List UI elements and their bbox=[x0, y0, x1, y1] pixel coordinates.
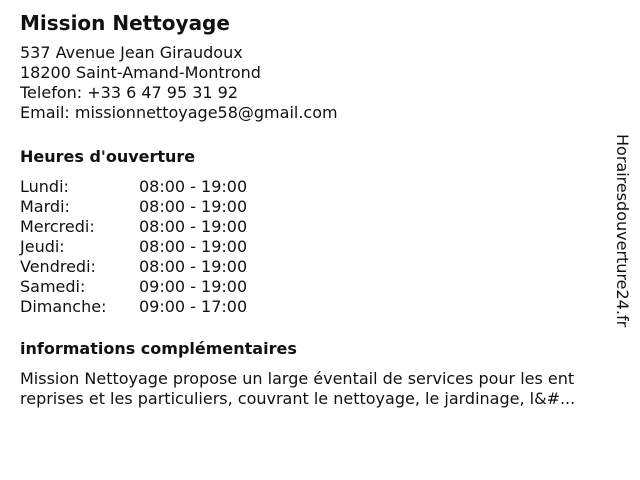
hours-day: Dimanche: bbox=[20, 297, 107, 316]
hours-day: Vendredi: bbox=[20, 257, 96, 276]
hours-time: 09:00 - 17:00 bbox=[139, 297, 248, 316]
hours-table bbox=[20, 177, 247, 317]
phone-line: Telefon: +33 6 47 95 31 92 bbox=[20, 83, 239, 102]
hours-time: 08:00 - 19:00 bbox=[139, 197, 248, 216]
hours-time: 08:00 - 19:00 bbox=[139, 237, 248, 256]
hours-row bbox=[20, 257, 247, 277]
hours-row bbox=[20, 217, 247, 237]
hours-time: 08:00 - 19:00 bbox=[139, 217, 248, 236]
hours-day: Mardi: bbox=[20, 197, 70, 216]
hours-title: Heures d'ouverture bbox=[20, 147, 196, 166]
email-line: Email: missionnettoyage58@gmail.com bbox=[20, 103, 338, 122]
hours-row bbox=[20, 177, 247, 197]
hours-day: Jeudi: bbox=[20, 237, 65, 256]
hours-day: Samedi: bbox=[20, 277, 86, 296]
hours-time: 08:00 - 19:00 bbox=[139, 257, 248, 276]
address-line-1: 537 Avenue Jean Giraudoux bbox=[20, 43, 243, 62]
hours-day: Lundi: bbox=[20, 177, 69, 196]
hours-day: Mercredi: bbox=[20, 217, 95, 236]
info-description-line-2: reprises et les particuliers, couvrant le nettoyage, le jardinage, l&#... bbox=[20, 389, 576, 408]
info-description-line-1: Mission Nettoyage propose un large éventail de services pour les ent bbox=[20, 369, 575, 388]
hours-time: 08:00 - 19:00 bbox=[139, 177, 248, 196]
hours-row bbox=[20, 297, 247, 317]
hours-row bbox=[20, 197, 247, 217]
address-line-2: 18200 Saint-Amand-Montrond bbox=[20, 63, 261, 82]
hours-row bbox=[20, 237, 247, 257]
hours-row bbox=[20, 277, 247, 297]
watermark-text: Horairesdouverture24.fr bbox=[613, 134, 632, 328]
business-name: Mission Nettoyage bbox=[20, 11, 230, 35]
business-card bbox=[20, 9, 620, 409]
hours-time: 09:00 - 19:00 bbox=[139, 277, 248, 296]
info-description bbox=[20, 369, 620, 409]
info-title: informations complémentaires bbox=[20, 339, 297, 358]
